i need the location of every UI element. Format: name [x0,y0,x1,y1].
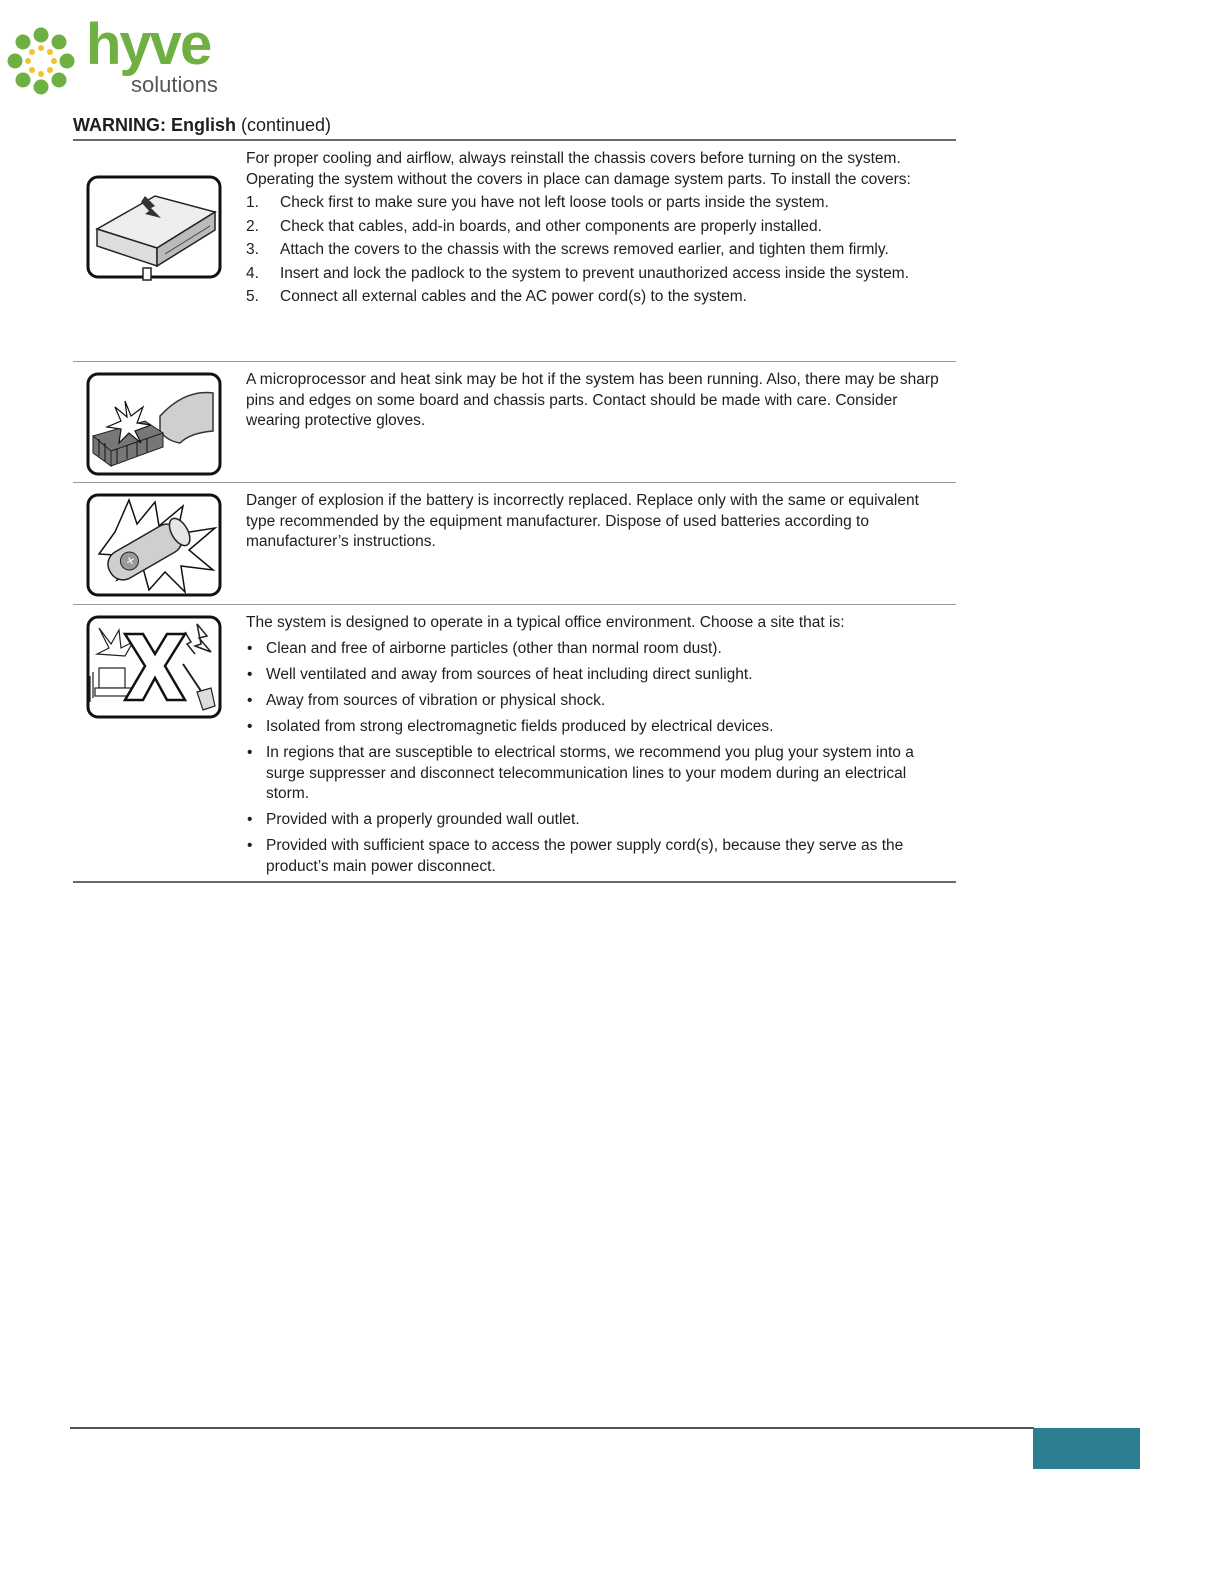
battery-explosion-icon [85,492,223,598]
list-item: 3. Attach the covers to the chassis with the screws removed earlier, and tighten them firmly. [246,241,889,258]
install-steps-list [246,193,948,308]
heading-bold: WARNING: English [73,115,236,135]
warning-text: A microprocessor and heat sink may be hot if the system has been running. Also, there may be sharp pins and edges on some board and chassis parts. Contact should be made with care. Consider wearing protective gloves. [246,371,939,429]
list-item: 2. Check that cables, add-in boards, and other components are properly installed. [246,217,822,235]
server-chassis-cover-icon [85,174,223,282]
warning-row-battery [73,482,956,604]
flower-logo-icon [6,26,76,96]
warning-row-environment [73,604,956,881]
footer-page-tab [1033,1428,1140,1469]
list-item: • Provided with a properly grounded wall outlet. [246,810,948,831]
list-item: • Isolated from strong electromagnetic fields produced by electrical devices. [246,717,948,738]
list-item: • In regions that are susceptible to electrical storms, we recommend you plug your system into a surge suppresser and disconnect telecommunication lines to your modem during an electrical storm. [246,743,948,805]
list-item: 1. Check first to make sure you have not left loose tools or parts inside the system. [246,194,829,211]
site-requirements-list [246,639,948,877]
logo-wordmark: hyve [86,12,211,77]
svg-text:+: + [122,551,139,570]
warning-row-covers [73,141,956,361]
warning-text: Danger of explosion if the battery is incorrectly replaced. Replace only with the same or equivalent type recommended by the equipment manufacturer. Dispose of used batteries according to manufacturer’s instructions. [246,492,919,550]
hyve-logo [6,12,226,102]
section-heading [73,114,331,136]
list-item: 5. Connect all external cables and the AC power cord(s) to the system. [246,288,747,305]
list-item: • Away from sources of vibration or physical shock. [246,691,948,712]
list-item: • Well ventilated and away from sources of heat including direct sunlight. [246,665,948,686]
heading-rest: (continued) [236,115,332,135]
list-item: • Provided with sufficient space to access the power supply cord(s), because they serve as the product’s main power disconnect. [246,836,948,877]
warnings-table [73,139,956,883]
environment-hazard-icon [85,614,223,720]
warning-text: For proper cooling and airflow, always reinstall the chassis covers before turning on the system. Operating the system without the covers in place can damage system parts. To install the covers: [246,150,911,188]
warning-row-heatsink [73,361,956,482]
list-item: • Clean and free of airborne particles (other than normal room dust). [246,639,948,660]
list-item: 4. Insert and lock the padlock to the system to prevent unauthorized access inside the system. [246,264,909,282]
warning-text: The system is designed to operate in a typical office environment. Choose a site that is: [246,614,845,631]
logo-tagline: solutions [131,72,218,97]
hot-heatsink-icon [85,371,223,477]
footer-rule [70,1427,1034,1429]
